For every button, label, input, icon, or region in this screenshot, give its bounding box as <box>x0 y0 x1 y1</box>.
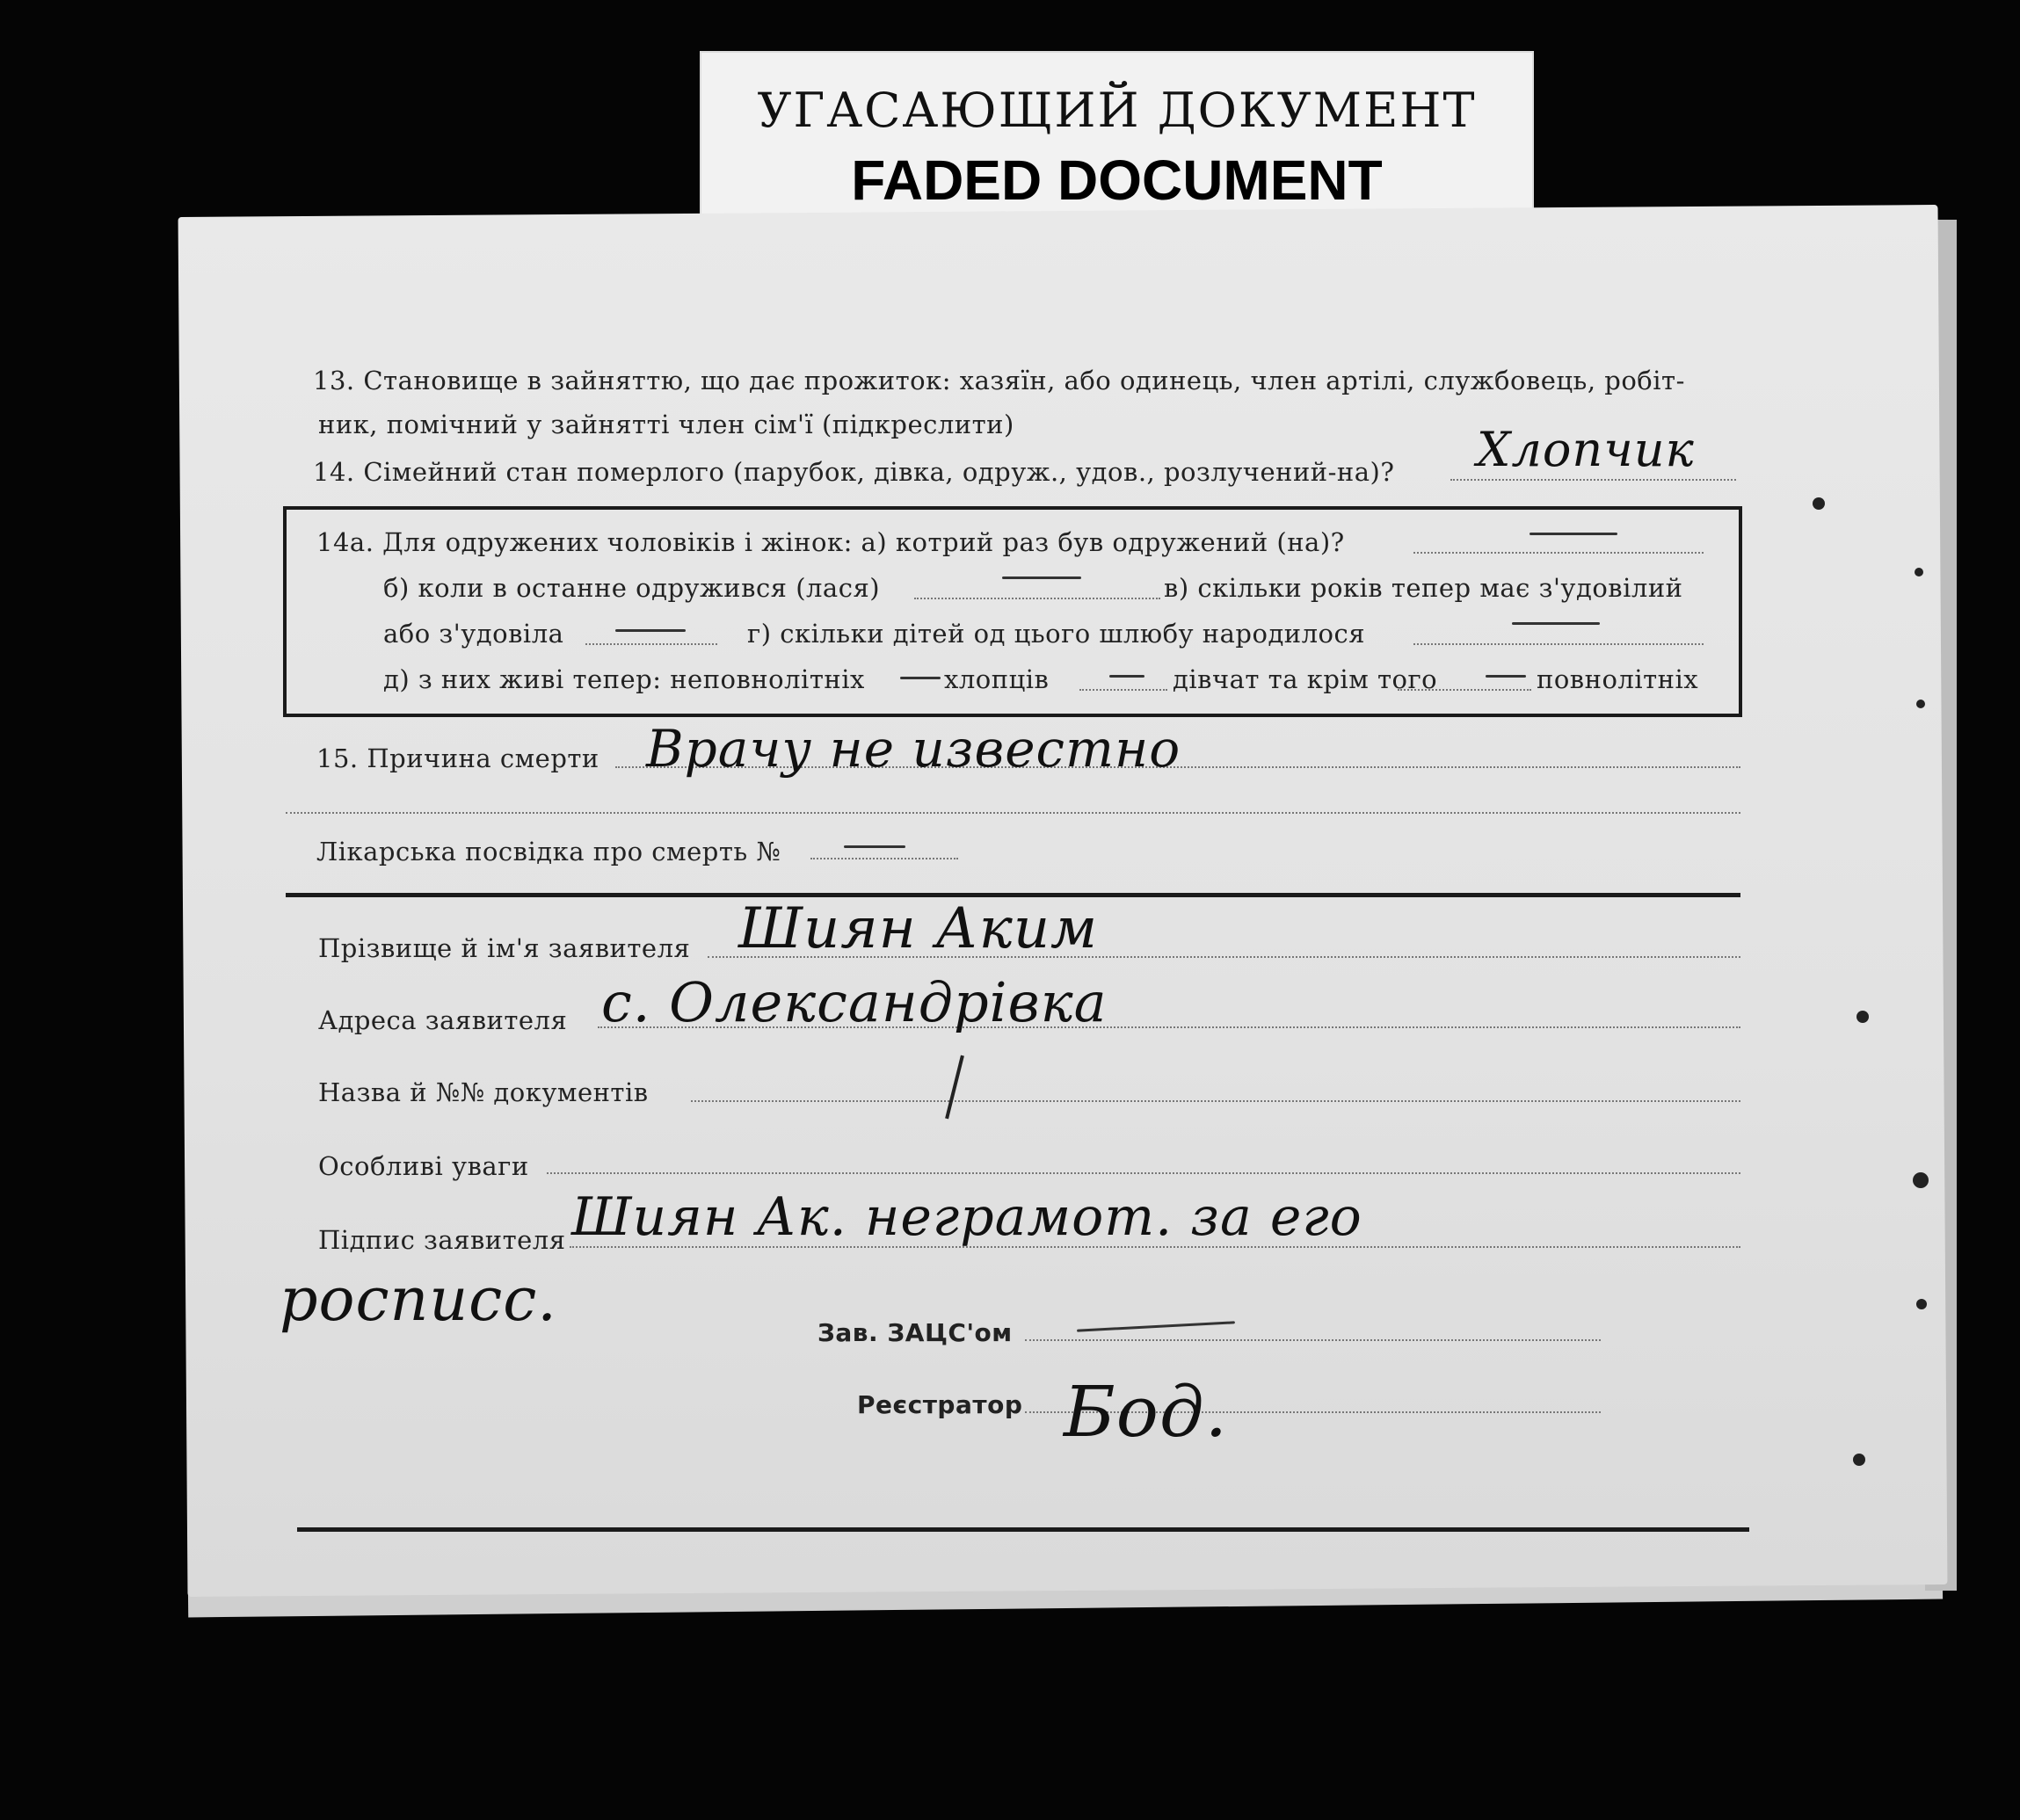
q14a-b-dash <box>1002 576 1081 579</box>
q14a-boys-dash <box>1109 675 1144 678</box>
q14a-g-dash <box>1512 622 1600 625</box>
q14a-v-label: в) скільки років тепер має з'удовілий <box>1164 573 1683 603</box>
hw-applicant-address: с. Олександрівка <box>601 970 1108 1034</box>
q14a-or-label: або з'удовіла <box>383 619 564 649</box>
q14a-girls-label: дівчат та крім того <box>1173 664 1438 694</box>
medical-certificate: Лікарська посвідка про смерть № <box>316 837 781 866</box>
binding-hole <box>1853 1454 1865 1466</box>
label-english: FADED DOCUMENT <box>851 149 1383 212</box>
q14a-g-line <box>1413 643 1704 645</box>
q13-line-2: ник, помічний у зайнятті член сім'ї (підкреслити) <box>318 410 1014 439</box>
hw-cause: Врачу не известно <box>646 719 1181 779</box>
signature-label: Підпис заявителя <box>318 1225 566 1255</box>
bottom-rule <box>297 1527 1749 1532</box>
q14a-d-label: д) з них живі тепер: неповнолітніх <box>383 664 865 694</box>
q14a-g-label: г) скільки дітей од цього шлюбу народилося <box>747 619 1366 649</box>
documents-label: Назва й №№ документів <box>318 1077 649 1107</box>
binding-hole <box>1916 700 1925 708</box>
q15-cause-of-death: 15. Причина смерти <box>316 743 599 773</box>
binding-hole <box>1813 497 1825 510</box>
q14a-girls-dash <box>1486 675 1526 678</box>
head-zags-label: Зав. ЗАЦС'ом <box>817 1318 1013 1347</box>
q14a-girls-line <box>1398 689 1531 691</box>
q14-marital-status: 14. Сімейний стан померлого (парубок, дівка, одруж., удов., розлучений-на)? <box>313 457 1395 487</box>
label-russian: УГАСАЮЩИЙ ДОКУМЕНТ <box>757 83 1477 138</box>
hw-signature-2: росписс. <box>280 1265 557 1335</box>
q14a-or-line <box>585 643 717 645</box>
binding-hole <box>1857 1011 1869 1023</box>
q14a-line-1: 14а. Для одружених чоловіків і жінок: а) котрий раз був одружений (на)? <box>316 527 1345 557</box>
notes-line <box>547 1172 1740 1174</box>
q14a-boys-label: хлопців <box>944 664 1050 694</box>
binding-hole <box>1915 568 1923 576</box>
applicant-name-label: Прізвище й ім'я заявителя <box>318 933 691 963</box>
notes-label: Особливі уваги <box>318 1151 529 1181</box>
hw-signature-1: Шиян Ак. неграмот. за его <box>571 1186 1362 1248</box>
q14a-adults-label: повнолітніх <box>1537 664 1699 694</box>
binding-hole <box>1913 1172 1929 1188</box>
hw-applicant-name: Шиян Аким <box>738 896 1099 961</box>
hw-registrar-signature: Бод. <box>1064 1371 1229 1453</box>
registrar-label: Реєстратор <box>857 1390 1023 1419</box>
medical-certificate-line <box>810 858 958 859</box>
applicant-address-label: Адреса заявителя <box>318 1005 568 1035</box>
binding-hole <box>1916 1299 1927 1309</box>
q14a-d-dash <box>900 677 941 679</box>
q14a-b-line <box>914 598 1160 599</box>
q14a-boys-line <box>1079 689 1167 691</box>
q14a-dash <box>1530 533 1617 535</box>
q14-answer-line <box>1450 479 1736 481</box>
q15-answer-line-2 <box>286 812 1740 814</box>
q14a-b-label: б) коли в останне одружився (лася) <box>383 573 881 603</box>
medical-certificate-dash <box>844 845 905 848</box>
q14a-or-dash <box>615 629 686 632</box>
head-zags-line <box>1025 1339 1601 1341</box>
hw-marital-status: Хлопчик <box>1477 422 1695 477</box>
q13-line-1: 13. Становище в зайняттю, що дає прожиток: хазяїн, або одинець, член артілі, службовець, робіт- <box>313 366 1685 395</box>
documents-line <box>691 1100 1740 1102</box>
q14a-answer-line <box>1413 552 1704 554</box>
